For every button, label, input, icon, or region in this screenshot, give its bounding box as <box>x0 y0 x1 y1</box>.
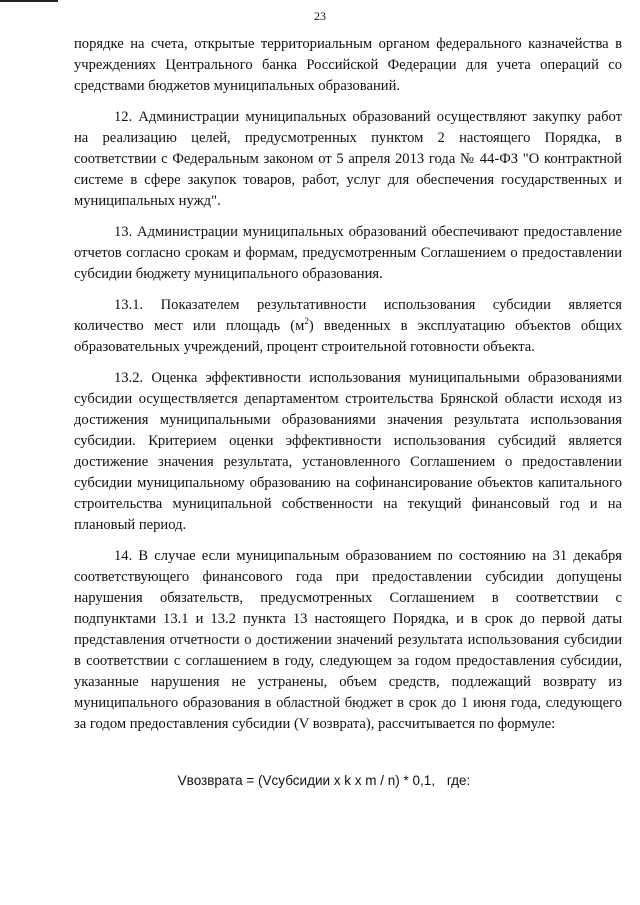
paragraph-14: 14. В случае если муниципальным образованием по состоянию на 31 декабря соответствующего финансового года при предоставлении субсидии допущены нарушения обязательств, предусмотренных Соглашением в соответствии с подпунктами 13.1 и 13.2 пункта 13 настоящего Порядка, и в срок до первой даты представления отчетности о достижении значений результата использования субсидии в соответствии с соглашением в году, следующем за годом предоставления субсидии, указанные нарушения не устранены, объем средств, подлежащий возврату из муниципального образования в областной бюджет в срок до 1 июня года, следующего за годом предоставления субсидии (V возврата), рассчитывается по формуле: <box>74 548 622 732</box>
page-number: 23 <box>314 9 326 23</box>
scan-edge-mark <box>0 0 58 2</box>
paragraph-13-2: 13.2. Оценка эффективности использования муниципальными образованиями субсидии осуществляется департаментом строительства Брянской области исходя из достижения муниципальными образованиями значения результата использования субсидии. Критерием оценки эффективности использования субсидий является достижение значения результата, установленного Соглашением о предоставлении субсидии муниципальному образованию на софинансирование объектов капитального строительства муниципальной собственности на текущий финансовый год и на плановый период. <box>74 370 622 533</box>
paragraph-12: 12. Администрации муниципальных образований осуществляют закупку работ на реализацию целей, предусмотренных пунктом 2 настоящего Порядка, в соответствии с Федеральным законом от 5 апреля 2013 года № 44-ФЗ "О контрактной системе в сфере закупок товаров, работ, услуг для обеспечения государственных и муниципальных нужд". <box>74 109 622 209</box>
paragraph-continuation: порядке на счета, открытые территориальным органом федерального казначейства в учреждениях Центрального банка Российской Федерации для учета операций со средствами бюджетов муниципальных образований. <box>74 36 622 94</box>
paragraph-13-1 <box>74 295 622 358</box>
formula-where: где: <box>446 773 471 788</box>
document-body <box>74 34 622 747</box>
formula <box>0 773 640 788</box>
superscript: 2 <box>304 316 309 327</box>
paragraph-13-1-text-b: ) введенных в эксплуатацию объектов общих образовательных учреждений, процент строительной готовности объекта. <box>74 318 622 355</box>
paragraph-13: 13. Администрации муниципальных образований обеспечивают предоставление отчетов согласно срокам и формам, предусмотренным Соглашением о предоставлении субсидии бюджету муниципального образования. <box>74 224 622 282</box>
formula-expression: Vвозврата = (Vсубсидии x k x m / n) * 0,1, <box>177 773 436 788</box>
paragraph-13-1-text-a: 13.1. Показателем результативности использования субсидии является количество мест или площадь (м <box>74 297 622 334</box>
